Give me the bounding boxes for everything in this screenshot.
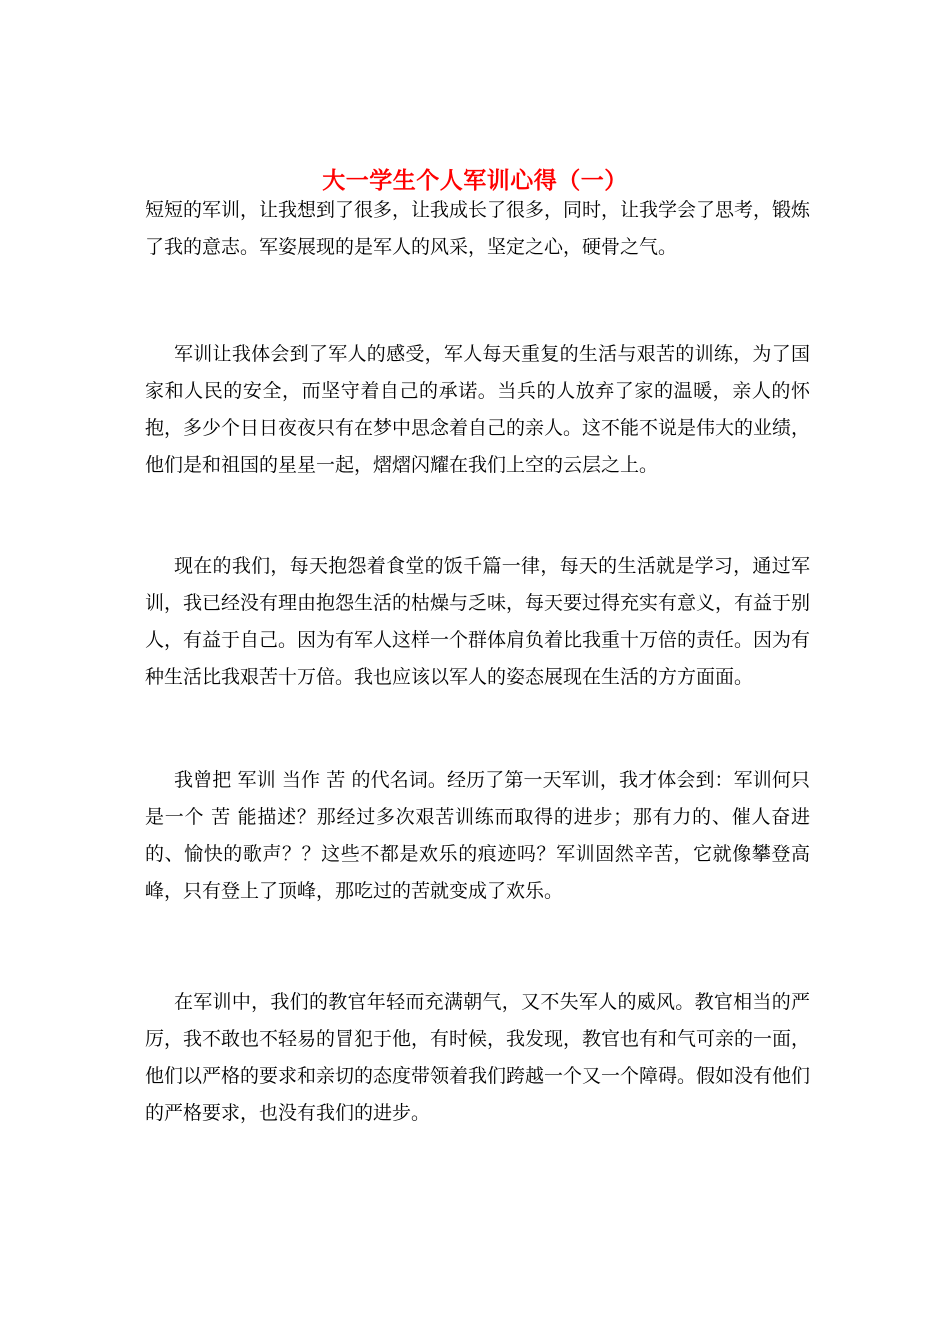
document-title: 大一学生个人军训心得（一） xyxy=(322,167,628,195)
paragraph-3: 现在的我们，每天抱怨着食堂的饭千篇一律，每天的生活就是学习，通过军训，我已经没有理由抱怨生活的枯燥与乏味，每天要过得充实有意义，有益于别人，有益于自己。因为有军人这样一个群体肩负着比我重十万倍的责任。因为有种生活比我艰苦十万倍。我也应该以军人的姿态展现在生活的方方面面。 xyxy=(145,555,811,688)
paragraph-2: 军训让我体会到了军人的感受，军人每天重复的生活与艰苦的训练，为了国家和人民的安全，而坚守着自己的承诺。当兵的人放弃了家的温暖，亲人的怀抱，多少个日日夜夜只有在梦中思念着自己的亲人。这不能不说是伟大的业绩，他们是和祖国的星星一起，熠熠闪耀在我们上空的云层之上。 xyxy=(145,343,811,476)
paragraph-5: 在军训中，我们的教官年轻而充满朝气，又不失军人的威风。教官相当的严厉，我不敢也不轻易的冒犯于他，有时候，我发现，教官也有和气可亲的一面，他们以严格的要求和亲切的态度带领着我们跨越一个又一个障碍。假如没有他们的严格要求，也没有我们的进步。 xyxy=(145,991,811,1124)
paragraph-1: 短短的军训，让我想到了很多，让我成长了很多，同时，让我学会了思考，锻炼了我的意志。军姿展现的是军人的风采，坚定之心，硬骨之气。 xyxy=(145,199,811,258)
paragraph-4: 我曾把 军训 当作 苦 的代名词。经历了第一天军训，我才体会到：军训何只是一个 苦 能描述？那经过多次艰苦训练而取得的进步；那有力的、催人奋进的、愉快的歌声？？这些不都是欢乐的痕迹吗？军训固然辛苦，它就像攀登高峰，只有登上了顶峰，那吃过的苦就变成了欢乐。 xyxy=(145,769,810,902)
